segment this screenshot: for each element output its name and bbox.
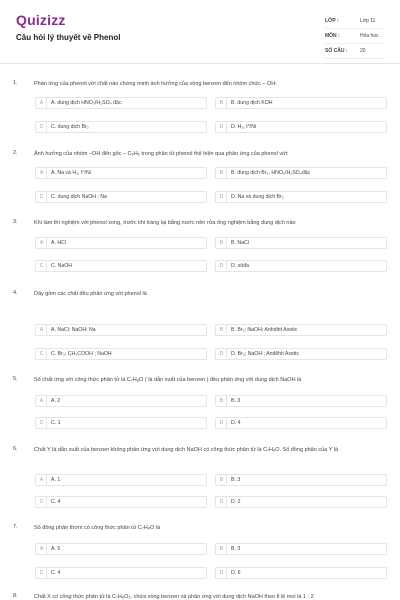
meta-table (325, 14, 385, 59)
option-letter: D (217, 349, 227, 359)
question-number: 7. (13, 524, 18, 530)
option-letter: D (217, 418, 227, 428)
question-line (13, 80, 383, 88)
question-line (13, 524, 383, 532)
option-text: D. Br₂; NaOH ; Anđêhit Axetic (231, 351, 300, 357)
option-letter: A (37, 475, 47, 485)
answer-option[interactable] (35, 348, 207, 360)
meta-key: SỐ CÂU : (325, 48, 348, 54)
answer-option[interactable] (35, 167, 207, 179)
option-text: D. H₂, t⁰/Ni (231, 124, 257, 130)
option-letter: A (37, 325, 47, 335)
quizizz-logo: Quizizz (16, 12, 66, 28)
answer-option[interactable] (215, 121, 387, 133)
answer-option[interactable] (35, 324, 207, 336)
answer-option[interactable] (215, 474, 387, 486)
answer-option[interactable] (215, 543, 387, 555)
meta-value: 20 (360, 48, 366, 54)
option-letter: B (217, 238, 227, 248)
option-letter: B (217, 396, 227, 406)
option-text: D. Na và dung dịch Br₂ (231, 194, 284, 200)
answer-option[interactable] (35, 474, 207, 486)
option-text: B. dung dịch Br₂, HNO₃/H₂SO₄đặc (231, 170, 311, 176)
answer-option[interactable] (215, 496, 387, 508)
meta-value: Hóa học (360, 33, 379, 39)
meta-row-class (325, 14, 385, 29)
option-letter: A (37, 98, 47, 108)
option-letter: D (217, 497, 227, 507)
answer-option[interactable] (35, 417, 207, 429)
worksheet-header (0, 0, 400, 64)
option-text: B. 3 (231, 477, 241, 483)
option-text: C. dung dịch NaOH ; Na (51, 194, 107, 200)
option-text: A. HCl (51, 240, 66, 246)
meta-row-count (325, 44, 385, 59)
option-letter: C (37, 192, 47, 202)
option-letter: A (37, 168, 47, 178)
option-text: A. 2 (51, 398, 61, 404)
option-text: B. dung dịch KOH (231, 100, 273, 106)
option-letter: D (217, 122, 227, 132)
answer-option[interactable] (35, 395, 207, 407)
answer-option[interactable] (215, 417, 387, 429)
question-number: 2. (13, 150, 18, 156)
option-text: A. NaCl; NaOH; Na (51, 327, 96, 333)
question-number: 6. (13, 446, 18, 452)
option-letter: C (37, 349, 47, 359)
answer-option[interactable] (35, 543, 207, 555)
option-text: C. 1 (51, 420, 61, 426)
question-text: Khi làm thí nghiệm với phenol xong, trước khi tráng lại bằng nước nên rửa ống nghiệm bằng dung dịch nào (34, 220, 296, 226)
option-text: C. dung dịch Br₂ (51, 124, 89, 130)
option-text: D. 6 (231, 570, 241, 576)
option-text: C. Br₂; CH₃COOH ; NaOH (51, 351, 112, 357)
option-text: D. xôđa (231, 263, 249, 269)
answer-option[interactable] (35, 496, 207, 508)
question-text: Ảnh hưởng của nhóm –OH đến gốc – C₆H₅ trong phân tử phenol thể hiện qua phản ứng của phenol với: (34, 151, 289, 157)
option-letter: A (37, 238, 47, 248)
option-text: B. Br₂; NaOH; Anhiđrit Axetic (231, 327, 298, 333)
question-text: Chất X có công thức phân tử là C₇H₈O₂, chứa vòng benzen và phản ứng với dung dịch NaOH theo tỉ lệ mol là 1 : 2 (34, 594, 314, 600)
option-text: C. 4 (51, 499, 61, 505)
option-letter: D (217, 568, 227, 578)
option-text: A. 5 (51, 546, 61, 552)
answer-option[interactable] (215, 260, 387, 272)
option-text: C. NaOH (51, 263, 73, 269)
meta-row-subject (325, 29, 385, 44)
answer-option[interactable] (215, 167, 387, 179)
option-text: A. Na và H₂, t⁰/Ni (51, 170, 91, 176)
option-text: D. 2 (231, 499, 241, 505)
option-text: B. NaCl (231, 240, 249, 246)
question-text: Dãy gồm các chất đều phản ứng với phenol là (34, 291, 147, 297)
answer-option[interactable] (215, 348, 387, 360)
option-letter: A (37, 396, 47, 406)
option-letter: C (37, 261, 47, 271)
page-title: Câu hỏi lý thuyết về Phenol (16, 33, 121, 42)
option-letter: B (217, 544, 227, 554)
option-letter: C (37, 568, 47, 578)
option-letter: C (37, 122, 47, 132)
option-text: C. 4 (51, 570, 61, 576)
option-text: A. 1 (51, 477, 61, 483)
option-letter: D (217, 192, 227, 202)
answer-option[interactable] (215, 395, 387, 407)
answer-option[interactable] (215, 237, 387, 249)
answer-option[interactable] (35, 97, 207, 109)
question-line (13, 290, 383, 298)
option-text: B. 3 (231, 398, 241, 404)
question-text: Số đồng phân thơm có công thức phân tử C₇H₈O là (34, 525, 161, 531)
answer-option[interactable] (35, 567, 207, 579)
question-cut-off (13, 593, 383, 600)
answer-option[interactable] (215, 324, 387, 336)
question-line (13, 446, 383, 454)
option-letter: D (217, 261, 227, 271)
option-text: D. 4 (231, 420, 241, 426)
meta-key: MÔN : (325, 33, 340, 39)
option-letter: C (37, 418, 47, 428)
question-line (13, 150, 383, 158)
option-letter: A (37, 544, 47, 554)
answer-option[interactable] (35, 191, 207, 203)
option-text: A. dung dịch HNO₃/H₂SO₄ đặc (51, 100, 122, 106)
question-number: 4. (13, 290, 18, 296)
question-number: 1. (13, 80, 18, 86)
answer-option[interactable] (215, 97, 387, 109)
option-letter: B (217, 168, 227, 178)
option-letter: B (217, 98, 227, 108)
option-text: B. 3 (231, 546, 241, 552)
answer-option[interactable] (215, 191, 387, 203)
question-text: Số chất ứng với công thức phân tử là C₇H₈O ( là dẫn xuất của benzen ) đều phản ứng với dung dịch NaOH là (34, 377, 302, 383)
meta-value: Lớp 11 (360, 18, 376, 24)
question-number: 3. (13, 219, 18, 225)
option-letter: C (37, 497, 47, 507)
option-letter: B (217, 325, 227, 335)
question-text: Chất Y là dẫn xuất của benzen không phản ứng với dung dịch NaOH có công thức phân tử là C₇H₈O. Số đồng phân của Y là (34, 447, 339, 453)
meta-key: LỚP : (325, 18, 339, 24)
question-line (13, 219, 383, 227)
question-line (13, 376, 383, 384)
question-text: Phản ứng của phenol với chất nào chứng minh ảnh hưởng của vòng benzen đến nhóm chức – OH: (34, 81, 277, 87)
option-letter: B (217, 475, 227, 485)
answer-option[interactable] (35, 260, 207, 272)
question-number: 8. (13, 593, 18, 599)
answer-option[interactable] (215, 567, 387, 579)
answer-option[interactable] (35, 121, 207, 133)
question-number: 5. (13, 376, 18, 382)
answer-option[interactable] (35, 237, 207, 249)
